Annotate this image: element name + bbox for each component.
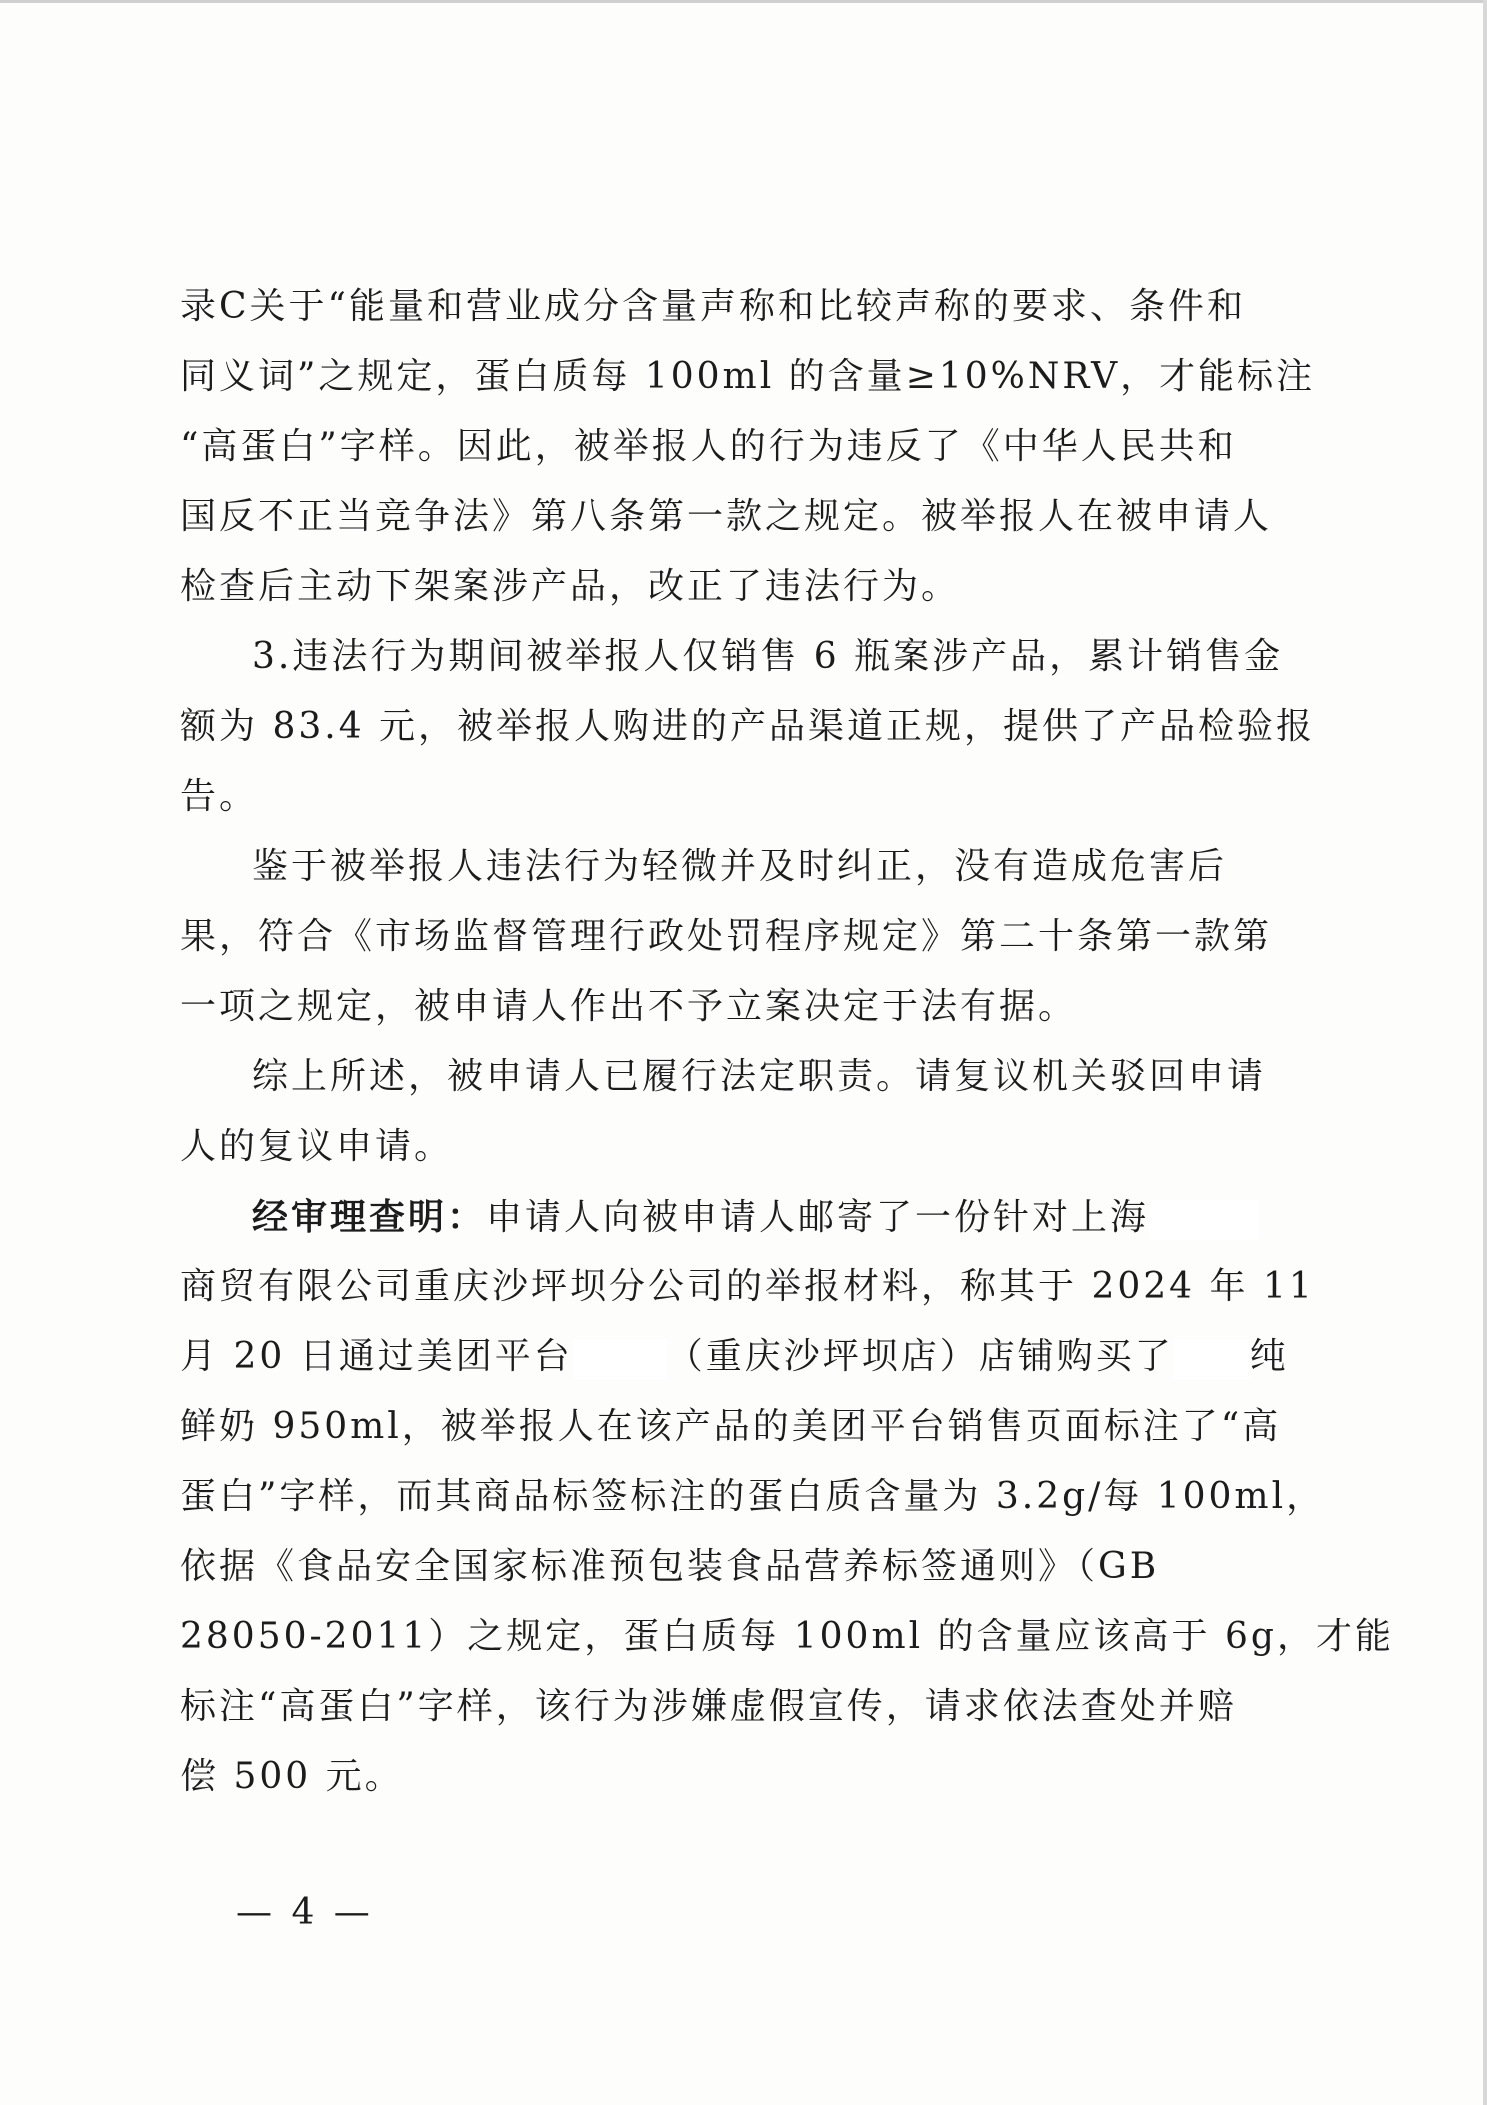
text-line: 鲜奶 950ml，被举报人在该产品的美团平台销售页面标注了“高	[180, 1406, 1282, 1447]
text-fragment: 纯	[1249, 1336, 1289, 1377]
page-top-edge	[0, 0, 1487, 3]
text-line: 额为 83.4 元，被举报人购进的产品渠道正规，提供了产品检验报	[180, 706, 1316, 747]
text-fragment: 月 20 日通过美团平台	[180, 1336, 573, 1377]
text-line: 录C关于“能量和营业成分含量声称和比较声称的要求、条件和	[180, 286, 1246, 327]
text-line	[180, 1322, 1300, 1392]
redaction-mask	[573, 1339, 667, 1379]
text-line: 人的复议申请。	[180, 1126, 454, 1167]
text-line: 鉴于被举报人违法行为轻微并及时纠正，没有造成危害后	[252, 846, 1228, 887]
text-line: “高蛋白”字样。因此，被举报人的行为违反了《中华人民共和	[180, 426, 1237, 467]
text-fragment: （重庆沙坪坝店）店铺购买了	[666, 1336, 1174, 1377]
document-body	[180, 272, 1394, 1812]
text-line: 国反不正当竞争法》第八条第一款之规定。被举报人在被申请人	[180, 496, 1273, 537]
text-line: 蛋白”字样，而其商品标签标注的蛋白质含量为 3.2g/每 100ml，	[180, 1476, 1326, 1517]
paragraph-sales-volume	[180, 622, 1316, 832]
text-line: 果，符合《市场监督管理行政处罚程序规定》第二十条第一款第	[180, 916, 1273, 957]
paragraph-regulation-continued	[180, 272, 1316, 622]
text-line: 同义词”之规定，蛋白质每 100ml 的含量≥10%NRV，才能标注	[180, 356, 1316, 397]
text-line: 告。	[180, 776, 259, 817]
paragraph-findings	[180, 1182, 1394, 1812]
paragraph-minor-violation	[180, 832, 1300, 1042]
text-fragment: 申请人向被申请人邮寄了一份针对上海	[486, 1197, 1150, 1238]
redaction-mask	[1149, 1200, 1259, 1240]
text-line: 依据《食品安全国家标准预包装食品营养标签通则》（GB	[180, 1546, 1160, 1587]
text-line: 综上所述，被申请人已履行法定职责。请复议机关驳回申请	[252, 1056, 1267, 1097]
redaction-mask	[1174, 1339, 1250, 1379]
page-number: — 4 —	[236, 1892, 374, 1933]
text-line: 商贸有限公司重庆沙坪坝分公司的举报材料，称其于 2024 年 11	[180, 1266, 1315, 1307]
page-right-edge	[1483, 0, 1487, 2105]
text-line: 3.违法行为期间被举报人仅销售 6 瓶案涉产品，累计销售金	[252, 636, 1284, 677]
text-line	[180, 1182, 1300, 1252]
paragraph-summary	[180, 1042, 1300, 1182]
text-line: 检查后主动下架案涉产品，改正了违法行为。	[180, 566, 961, 607]
text-line: 28050-2011）之规定，蛋白质每 100ml 的含量应该高于 6g，才能	[180, 1616, 1394, 1657]
text-line: 偿 500 元。	[180, 1756, 404, 1797]
text-line: 一项之规定，被申请人作出不予立案决定于法有据。	[180, 986, 1078, 1027]
findings-heading: 经审理查明：	[252, 1196, 487, 1238]
text-line: 标注“高蛋白”字样，该行为涉嫌虚假宣传，请求依法查处并赔	[180, 1686, 1237, 1727]
